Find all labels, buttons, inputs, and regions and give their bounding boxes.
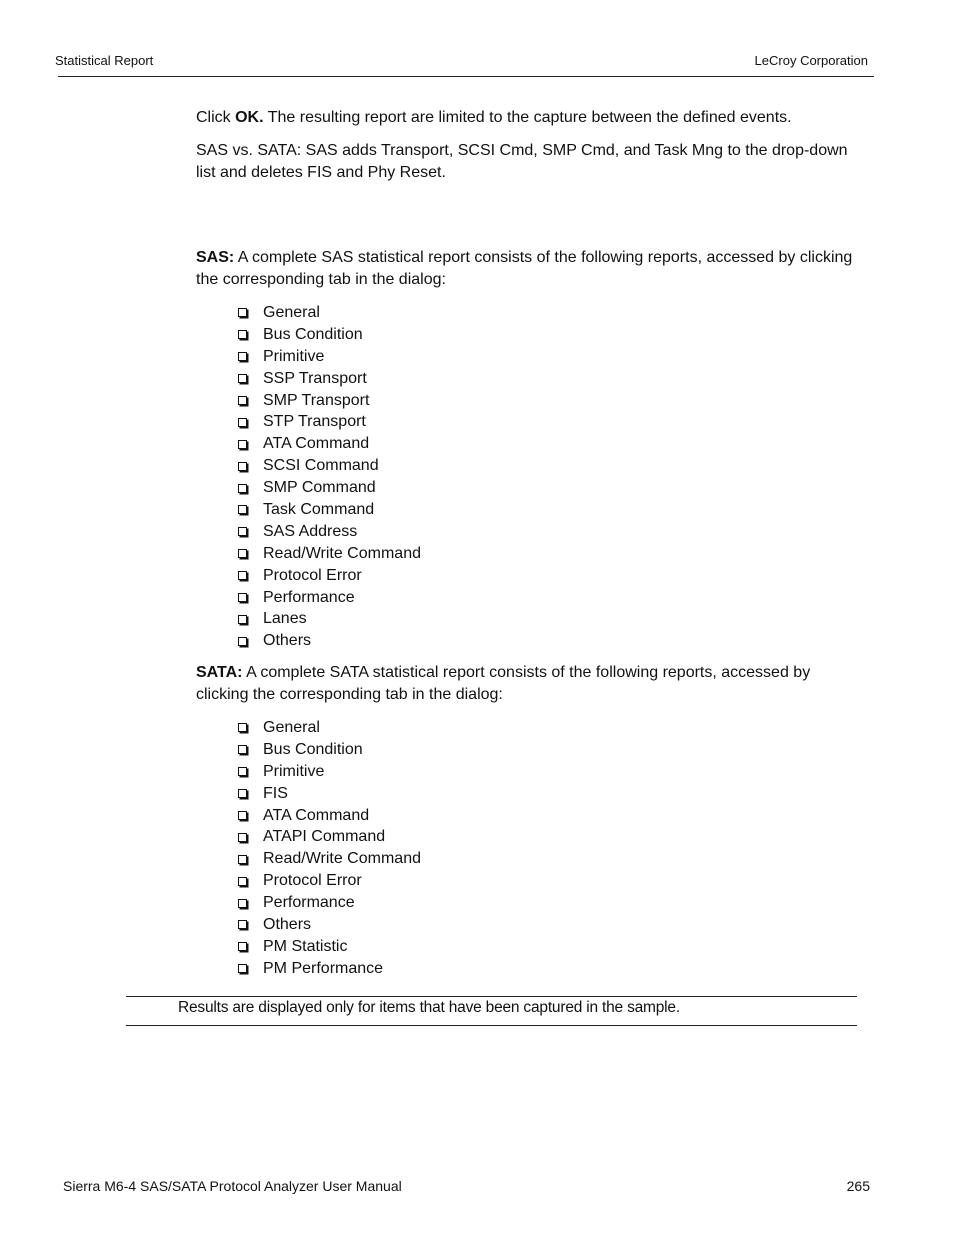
page-number: 265 bbox=[846, 1178, 870, 1194]
checkbox-bullet-icon bbox=[238, 396, 247, 405]
sata-text: A complete SATA statistical report consists of the following reports, accessed by clicking the corresponding tab in the dialog: bbox=[196, 664, 811, 703]
list-item bbox=[237, 805, 421, 827]
checkbox-bullet-icon bbox=[238, 593, 247, 602]
list-item bbox=[237, 783, 421, 805]
list-item bbox=[237, 717, 421, 739]
click-prefix: Click bbox=[196, 109, 236, 126]
checkbox-bullet-icon bbox=[238, 440, 247, 449]
list-item-label: PM Statistic bbox=[263, 937, 348, 955]
list-item bbox=[237, 848, 421, 870]
note-bottom-rule bbox=[126, 1025, 857, 1026]
checkbox-bullet-icon bbox=[238, 571, 247, 580]
list-item bbox=[237, 958, 421, 980]
list-item bbox=[237, 302, 421, 324]
page-header-right: LeCroy Corporation bbox=[754, 53, 868, 68]
checkbox-bullet-icon bbox=[238, 964, 247, 973]
list-item bbox=[237, 477, 421, 499]
checkbox-bullet-icon bbox=[238, 374, 247, 383]
list-item-label: Read/Write Command bbox=[263, 544, 421, 562]
list-item-label: Read/Write Command bbox=[263, 850, 421, 868]
sata-label: SATA: bbox=[196, 664, 243, 681]
list-item-label: Protocol Error bbox=[263, 872, 362, 890]
list-item bbox=[237, 892, 421, 914]
click-ok-paragraph bbox=[196, 107, 864, 129]
sas-vs-sata-paragraph: SAS vs. SATA: SAS adds Transport, SCSI Cmd, SMP Cmd, and Task Mng to the drop-down list and deletes FIS and Phy Reset. bbox=[196, 142, 848, 181]
sas-label: SAS: bbox=[196, 249, 235, 266]
checkbox-bullet-icon bbox=[238, 899, 247, 908]
list-item bbox=[237, 914, 421, 936]
list-item bbox=[237, 433, 421, 455]
list-item-label: Bus Condition bbox=[263, 740, 363, 758]
list-item-label: STP Transport bbox=[263, 413, 366, 431]
list-item bbox=[237, 368, 421, 390]
checkbox-bullet-icon bbox=[238, 330, 247, 339]
sata-report-list bbox=[237, 717, 421, 980]
list-item-label: ATAPI Command bbox=[263, 828, 386, 846]
note-top-rule bbox=[126, 996, 857, 997]
list-item-label: ATA Command bbox=[263, 435, 370, 453]
checkbox-bullet-icon bbox=[238, 462, 247, 471]
ok-bold: OK. bbox=[235, 109, 264, 126]
list-item-label: Others bbox=[263, 632, 312, 650]
checkbox-bullet-icon bbox=[238, 745, 247, 754]
list-item bbox=[237, 411, 421, 433]
list-item bbox=[237, 761, 421, 783]
checkbox-bullet-icon bbox=[238, 811, 247, 820]
list-item-label: Others bbox=[263, 916, 312, 934]
checkbox-bullet-icon bbox=[238, 352, 247, 361]
note-text: Results are displayed only for items that have been captured in the sample. bbox=[178, 999, 680, 1016]
checkbox-bullet-icon bbox=[238, 767, 247, 776]
page-footer-title: Sierra M6-4 SAS/SATA Protocol Analyzer User Manual bbox=[63, 1178, 402, 1194]
list-item-label: SSP Transport bbox=[263, 369, 367, 387]
list-item-label: Performance bbox=[263, 894, 355, 912]
list-item-label: ATA Command bbox=[263, 806, 370, 824]
list-item bbox=[237, 739, 421, 761]
list-item-label: General bbox=[263, 719, 320, 736]
checkbox-bullet-icon bbox=[238, 833, 247, 842]
list-item bbox=[237, 826, 421, 848]
list-item-label: Primitive bbox=[263, 762, 325, 780]
list-item bbox=[237, 499, 421, 521]
list-item bbox=[237, 565, 421, 587]
header-divider bbox=[58, 76, 874, 77]
list-item bbox=[237, 608, 421, 630]
list-item bbox=[237, 346, 421, 368]
list-item-label: General bbox=[263, 304, 320, 321]
checkbox-bullet-icon bbox=[238, 505, 247, 514]
list-item bbox=[237, 324, 421, 346]
list-item bbox=[237, 390, 421, 412]
list-item bbox=[237, 630, 421, 652]
list-item-label: FIS bbox=[263, 784, 288, 802]
list-item-label: Protocol Error bbox=[263, 566, 362, 584]
sas-report-list bbox=[237, 302, 421, 652]
checkbox-bullet-icon bbox=[238, 549, 247, 558]
checkbox-bullet-icon bbox=[238, 789, 247, 798]
checkbox-bullet-icon bbox=[238, 877, 247, 886]
list-item-label: SMP Command bbox=[263, 479, 376, 497]
click-rest: The resulting report are limited to the capture between the defined events. bbox=[263, 109, 792, 126]
checkbox-bullet-icon bbox=[238, 942, 247, 951]
checkbox-bullet-icon bbox=[238, 418, 247, 427]
checkbox-bullet-icon bbox=[238, 527, 247, 536]
checkbox-bullet-icon bbox=[238, 855, 247, 864]
sas-paragraph bbox=[196, 247, 864, 291]
list-item bbox=[237, 936, 421, 958]
list-item-label: SAS Address bbox=[263, 522, 358, 540]
list-item bbox=[237, 521, 421, 543]
list-item bbox=[237, 587, 421, 609]
list-item-label: PM Performance bbox=[263, 959, 384, 977]
checkbox-bullet-icon bbox=[238, 920, 247, 929]
list-item-label: Task Command bbox=[263, 501, 375, 519]
list-item-label: SCSI Command bbox=[263, 457, 379, 475]
list-item bbox=[237, 543, 421, 565]
list-item-label: Bus Condition bbox=[263, 325, 363, 343]
page-header-left: Statistical Report bbox=[55, 53, 154, 68]
checkbox-bullet-icon bbox=[238, 723, 247, 732]
checkbox-bullet-icon bbox=[238, 637, 247, 646]
sas-text: A complete SAS statistical report consists of the following reports, accessed by clicking the corresponding tab in the dialog: bbox=[196, 249, 853, 288]
checkbox-bullet-icon bbox=[238, 615, 247, 624]
sata-paragraph bbox=[196, 662, 864, 706]
list-item-label: Lanes bbox=[263, 610, 307, 628]
list-item bbox=[237, 455, 421, 477]
list-item-label: Performance bbox=[263, 588, 355, 606]
list-item-label: Primitive bbox=[263, 347, 325, 365]
checkbox-bullet-icon bbox=[238, 308, 247, 317]
list-item-label: SMP Transport bbox=[263, 391, 370, 409]
checkbox-bullet-icon bbox=[238, 484, 247, 493]
list-item bbox=[237, 870, 421, 892]
